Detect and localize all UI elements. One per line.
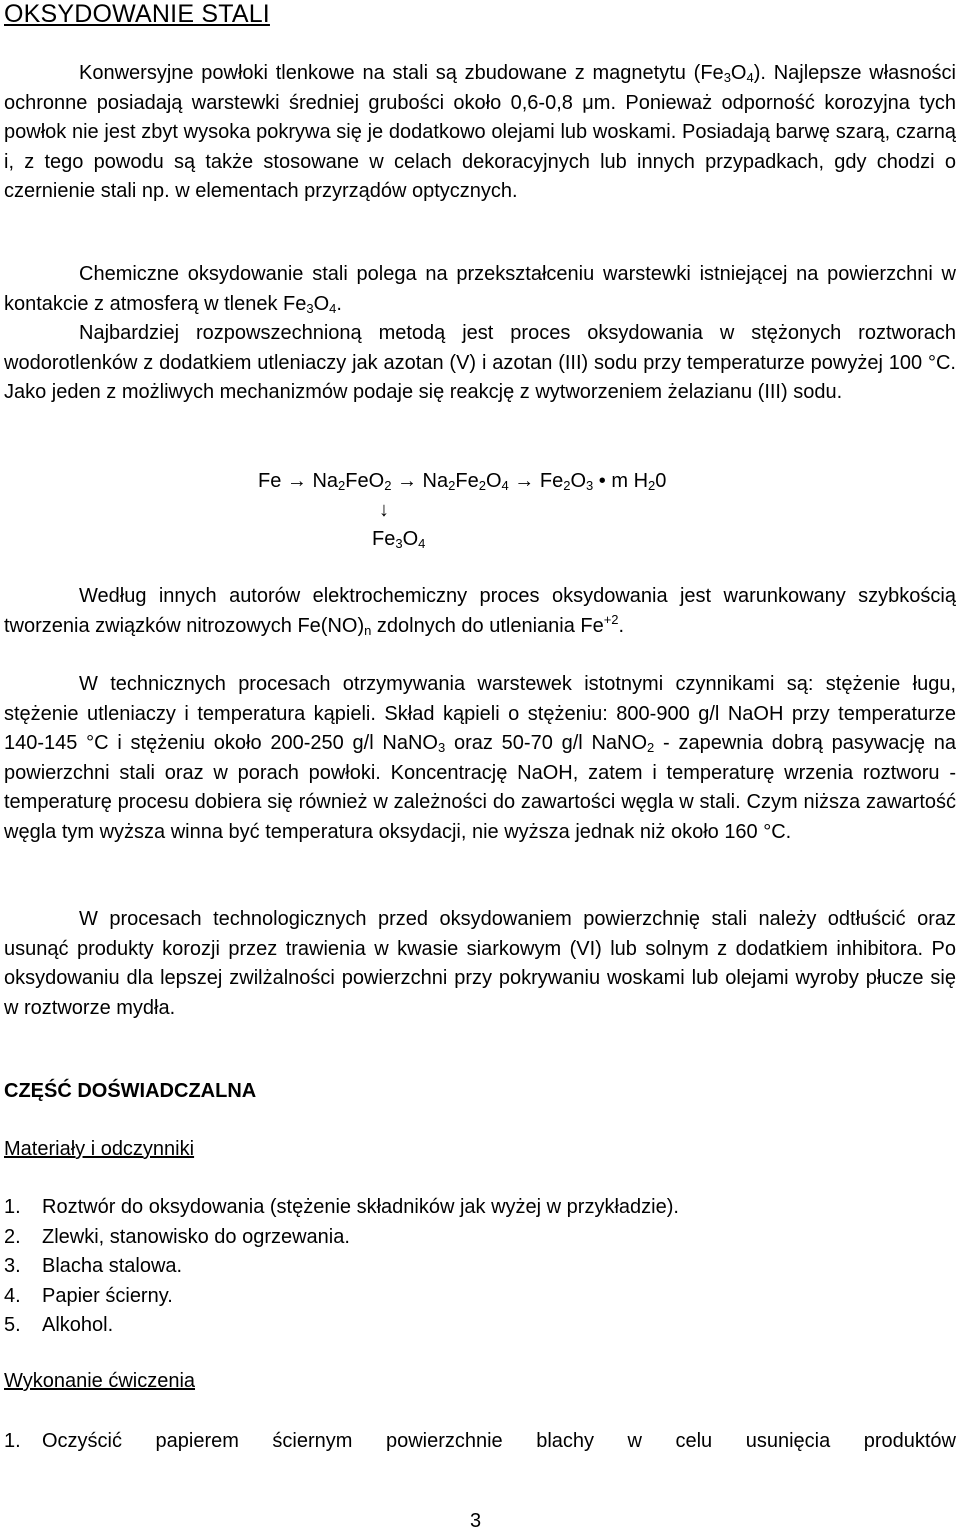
list-item: 4. Papier ścierny. <box>4 1284 173 1307</box>
list-item: 1. Roztwór do oksydowania (stężenie składników jak wyżej w przykładzie). <box>4 1196 679 1218</box>
reaction-product: $Fe_3O_4$ <box>372 528 426 551</box>
section-heading: CZĘŚĆ DOŚWIADCZALNA <box>4 1080 257 1102</box>
list-item: 5. Alkohol. <box>4 1314 114 1336</box>
procedure-heading: Wykonanie ćwiczenia <box>4 1370 196 1392</box>
materials-heading: Materiały i odczynniki <box>4 1138 195 1160</box>
paragraph-method: Najbardziej rozpowszechnioną metodą jest proces oksydowania w stężonych roztworach wodorotlenków z dodatkiem utleniaczy jak azotan (V) i azotan (III) sodu przy temperaturze powyżej 100 °C. Jako jeden z możliwych mechanizmów podaje się reakcję z wytworzeniem żelazianu (III) sodu. <box>4 322 956 403</box>
document-title: OKSYDOWANIE STALI <box>4 0 270 28</box>
page-number: 3 <box>470 1510 482 1532</box>
materials-list <box>4 1193 956 1341</box>
paragraph-electrochemical: Według innych autorów elektrochemiczny proces oksydowania jest warunkowany szybkością tworzenia związków nitrozowych $Fe(NO)_n$ zdolnych do utleniania $Fe^{+2}$. <box>4 585 956 638</box>
down-arrow-icon: ↓ <box>379 499 389 521</box>
list-item: 1. Oczyścić papierem ściernym powierzchnie blachy w celu usunięcia produktów <box>4 1430 956 1452</box>
paragraph-process-factors: W technicznych procesach otrzymywania warstewek istotnymi czynnikami są: stężenie ługu, stężenie utleniaczy i temperatura kąpieli. Skład kąpieli o stężeniu: 800-900 g/l NaOH przy temperaturze 140-145 °C i stężeniu około 200-250 g/l NaNO$_3$ oraz 50-70 g/l NaNO$_2$ - zapewnia dobrą pasywację na powierzchni stali oraz w porach powłoki. Koncentrację NaOH, zatem i temperaturę wrzenia roztworu - temperaturę procesu dobiera się również w zależności do zawartości węgla w stali. Czym niższa zawartość węgla tym wyższa winna być temperatura oksydacji, nie wyższa jednak niż około 160 °C. <box>4 673 956 843</box>
paragraph-intro: Konwersyjne powłoki tlenkowe na stali są zbudowane z magnetytu $(Fe_3O_4)$. Najlepsze własności ochronne posiadają warstewki średniej grubości około 0,6-0,8 μm. Ponieważ odporność korozyjna tych powłok nie jest zbyt wysoka pokrywa się je dodatkowo olejami lub woskami. Posiadają barwę szarą, czarną i, z tego powodu są także stosowane w celach dekoracyjnych lub innych przypadkach, gdy chodzi o czernienie stali np. w elementach przyrządów optycznych. <box>4 62 956 202</box>
reaction-equation: $Fe \to Na_2FeO_2 \to Na_2Fe_2O_4 \to Fe_2O_3$ • m $H_20$ <box>258 470 667 493</box>
list-item: 3. Blacha stalowa. <box>4 1255 183 1277</box>
paragraph-pretreatment: W procesach technologicznych przed oksydowaniem powierzchnię stali należy odtłuścić oraz usunąć produkty korozji przez trawienia w kwasie siarkowym (VI) lub solnym z dodatkiem inhibitora. Po oksydowaniu dla lepszej zwilżalności powierzchni przy pokrywaniu woskami lub olejami wyroby płucze się w roztworze mydła. <box>4 908 956 1019</box>
procedure-list <box>4 1427 956 1457</box>
list-item: 2. Zlewki, stanowisko do ogrzewania. <box>4 1225 350 1248</box>
paragraph-chemical-oxidation: Chemiczne oksydowanie stali polega na przekształceniu warstewki istniejącej na powierzchni w kontakcie z atmosferą w tlenek $Fe_3O_4$. <box>4 263 956 316</box>
